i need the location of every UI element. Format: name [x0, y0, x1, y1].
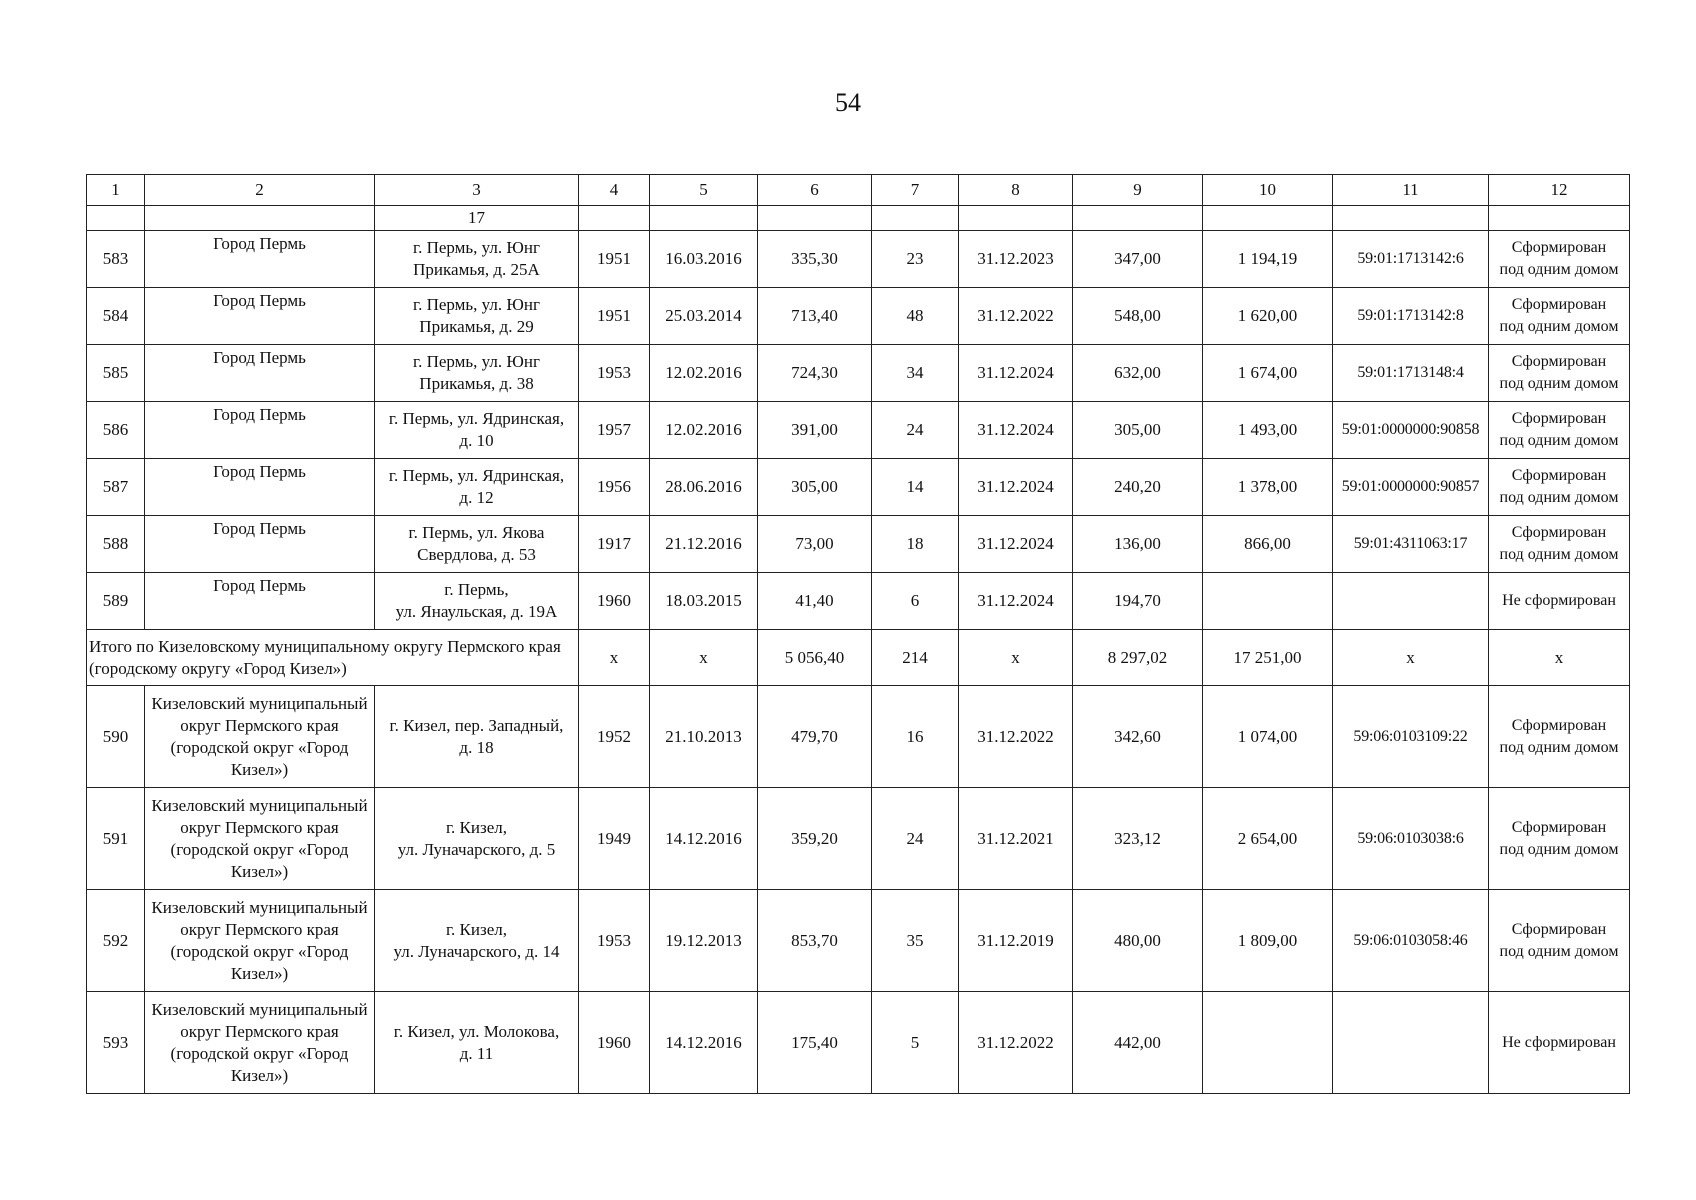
land-status-cell-line1: Не сформирован: [1502, 1033, 1616, 1051]
column-header: 10: [1203, 175, 1333, 206]
date-recognized-cell: 14.12.2016: [650, 788, 758, 890]
column-header: 4: [579, 175, 650, 206]
land-status-cell-line1: Сформирован: [1511, 920, 1607, 938]
cadastral-value-cell: [1203, 573, 1333, 630]
address-cell-line2: Свердлова, д. 53: [417, 545, 536, 564]
address-cell-line1: г. Пермь, ул. Юнг: [413, 238, 540, 257]
cadastral-value-cell: 1 620,00: [1203, 288, 1333, 345]
table-row: [87, 459, 1630, 516]
residents-cell: 23: [872, 231, 959, 288]
residents-cell: 18: [872, 516, 959, 573]
cadastral-number-cell: 59:01:1713148:4: [1333, 345, 1489, 402]
area-cell: 305,00: [758, 459, 872, 516]
deadline-cell: 31.12.2024: [959, 516, 1073, 573]
land-status-cell: [1489, 402, 1630, 459]
total-cadastral-value: 17 251,00: [1203, 630, 1333, 686]
residents-cell: 14: [872, 459, 959, 516]
cadastral-value-cell: 1 674,00: [1203, 345, 1333, 402]
area-cell: 335,30: [758, 231, 872, 288]
land-status-cell-line1: Сформирован: [1511, 353, 1607, 370]
area-cell: 724,30: [758, 345, 872, 402]
address-cell: [375, 516, 579, 573]
cadastral-value-cell: 1 809,00: [1203, 890, 1333, 992]
total-year: х: [579, 630, 650, 686]
land-status-cell-line2: под одним домом: [1499, 840, 1619, 858]
land-status-cell-line2: под одним домом: [1499, 432, 1619, 449]
row-number: 584: [87, 288, 145, 345]
year-cell: 1953: [579, 890, 650, 992]
year-cell: 1951: [579, 231, 650, 288]
deadline-cell: 31.12.2024: [959, 459, 1073, 516]
date-recognized-cell: 28.06.2016: [650, 459, 758, 516]
land-status-cell: [1489, 516, 1630, 573]
cadastral-number-cell: 59:06:0103058:46: [1333, 890, 1489, 992]
land-status-cell-line2: под одним домом: [1499, 546, 1619, 563]
land-status-cell: [1489, 686, 1630, 788]
cadastral-number-cell: 59:06:0103038:6: [1333, 788, 1489, 890]
land-area-cell: 548,00: [1073, 288, 1203, 345]
municipality-cell: Кизеловский муниципальный округ Пермского края (городской округ «Город Кизел»): [145, 686, 375, 788]
housing-register-table: [86, 174, 1630, 1094]
address-cell-line1: г. Пермь, ул. Ядринская,: [388, 409, 565, 428]
address-cell-line2: Прикамья, д. 38: [419, 374, 534, 393]
municipality-cell: Кизеловский муниципальный округ Пермского края (городской округ «Город Кизел»): [145, 992, 375, 1094]
land-status-cell-line2: под одним домом: [1499, 489, 1619, 506]
address-cell: [375, 788, 579, 890]
address-cell-line2: ул. Янаульская, д. 19А: [395, 602, 558, 621]
address-cell-line1: г. Кизел, пер. Западный,: [389, 715, 564, 735]
land-status-cell-line2: под одним домом: [1499, 738, 1619, 756]
total-status: х: [1489, 630, 1630, 686]
address-cell: [375, 402, 579, 459]
municipality-cell: Город Пермь: [145, 516, 375, 573]
area-cell: 853,70: [758, 890, 872, 992]
land-area-cell: 194,70: [1073, 573, 1203, 630]
column-header: 11: [1333, 175, 1489, 206]
area-cell: 713,40: [758, 288, 872, 345]
cadastral-number-cell: 59:01:0000000:90858: [1333, 402, 1489, 459]
cadastral-number-cell: [1333, 992, 1489, 1094]
address-cell: [375, 573, 579, 630]
municipality-cell: Город Пермь: [145, 345, 375, 402]
date-recognized-cell: 21.10.2013: [650, 686, 758, 788]
address-cell-line2: д. 10: [459, 431, 494, 450]
total-label: Итого по Кизеловскому муниципальному округу Пермского края (городскому округу «Город Кизел»): [87, 630, 579, 686]
column-header: 9: [1073, 175, 1203, 206]
area-cell: 73,00: [758, 516, 872, 573]
deadline-cell: 31.12.2022: [959, 288, 1073, 345]
deadline-cell: 31.12.2022: [959, 686, 1073, 788]
cadastral-value-cell: 1 074,00: [1203, 686, 1333, 788]
land-area-cell: 305,00: [1073, 402, 1203, 459]
cadastral-number-cell: [1333, 573, 1489, 630]
municipality-cell: Кизеловский муниципальный округ Пермского края (городской округ «Город Кизел»): [145, 890, 375, 992]
cadastral-number-cell: 59:01:1713142:8: [1333, 288, 1489, 345]
continuation-value: 17: [375, 206, 579, 231]
table-row: [87, 686, 1630, 788]
table-row: [87, 231, 1630, 288]
row-number: 588: [87, 516, 145, 573]
date-recognized-cell: 14.12.2016: [650, 992, 758, 1094]
address-cell-line1: г. Кизел,: [446, 919, 507, 939]
deadline-cell: 31.12.2024: [959, 345, 1073, 402]
land-area-cell: 323,12: [1073, 788, 1203, 890]
date-recognized-cell: 25.03.2014: [650, 288, 758, 345]
area-cell: 41,40: [758, 573, 872, 630]
land-area-cell: 347,00: [1073, 231, 1203, 288]
page-number: 54: [835, 88, 861, 117]
cadastral-number-cell: 59:06:0103109:22: [1333, 686, 1489, 788]
land-status-cell-line1: Не сформирован: [1502, 592, 1616, 609]
land-status-cell-line2: под одним домом: [1499, 261, 1619, 278]
table-row: [87, 345, 1630, 402]
cadastral-value-cell: 1 493,00: [1203, 402, 1333, 459]
residents-cell: 24: [872, 788, 959, 890]
column-header: 5: [650, 175, 758, 206]
row-number: 590: [87, 686, 145, 788]
land-area-cell: 480,00: [1073, 890, 1203, 992]
address-cell-line2: д. 12: [459, 488, 494, 507]
year-cell: 1951: [579, 288, 650, 345]
deadline-cell: 31.12.2022: [959, 992, 1073, 1094]
land-status-cell-line1: Сформирован: [1511, 410, 1607, 427]
date-recognized-cell: 19.12.2013: [650, 890, 758, 992]
land-status-cell: [1489, 459, 1630, 516]
address-cell-line2: ул. Луначарского, д. 5: [397, 839, 556, 859]
address-cell-line1: г. Пермь, ул. Ядринская,: [388, 466, 565, 485]
land-status-cell-line1: Сформирован: [1511, 818, 1607, 836]
date-recognized-cell: 18.03.2015: [650, 573, 758, 630]
table-row: [87, 573, 1630, 630]
residents-cell: 24: [872, 402, 959, 459]
column-header: 1: [87, 175, 145, 206]
address-cell-line1: г. Кизел,: [446, 817, 507, 837]
residents-cell: 5: [872, 992, 959, 1094]
date-recognized-cell: 21.12.2016: [650, 516, 758, 573]
address-cell: [375, 288, 579, 345]
land-area-cell: 632,00: [1073, 345, 1203, 402]
column-header: 3: [375, 175, 579, 206]
land-area-cell: 136,00: [1073, 516, 1203, 573]
total-row: [87, 630, 1630, 686]
address-cell: [375, 345, 579, 402]
cadastral-number-cell: 59:01:1713142:6: [1333, 231, 1489, 288]
area-cell: 479,70: [758, 686, 872, 788]
total-residents: 214: [872, 630, 959, 686]
municipality-cell: Город Пермь: [145, 402, 375, 459]
municipality-cell: Город Пермь: [145, 288, 375, 345]
cadastral-value-cell: [1203, 992, 1333, 1094]
continuation-row: [87, 206, 1630, 231]
land-status-cell: [1489, 231, 1630, 288]
land-status-cell-line2: под одним домом: [1499, 942, 1619, 960]
deadline-cell: 31.12.2024: [959, 573, 1073, 630]
land-status-cell: [1489, 788, 1630, 890]
year-cell: 1957: [579, 402, 650, 459]
cadastral-value-cell: 2 654,00: [1203, 788, 1333, 890]
land-area-cell: 240,20: [1073, 459, 1203, 516]
date-recognized-cell: 12.02.2016: [650, 402, 758, 459]
row-number: 583: [87, 231, 145, 288]
total-date: х: [650, 630, 758, 686]
municipality-cell: Город Пермь: [145, 573, 375, 630]
total-deadline: х: [959, 630, 1073, 686]
address-cell-line2: Прикамья, д. 29: [419, 317, 534, 336]
column-header: 7: [872, 175, 959, 206]
deadline-cell: 31.12.2023: [959, 231, 1073, 288]
date-recognized-cell: 12.02.2016: [650, 345, 758, 402]
cadastral-value-cell: 1 378,00: [1203, 459, 1333, 516]
year-cell: 1917: [579, 516, 650, 573]
row-number: 587: [87, 459, 145, 516]
land-status-cell-line1: Сформирован: [1511, 524, 1607, 541]
table-row: [87, 516, 1630, 573]
table-row: [87, 288, 1630, 345]
address-cell-line2: д. 11: [459, 1043, 494, 1063]
row-number: 593: [87, 992, 145, 1094]
address-cell-line1: г. Кизел, ул. Молокова,: [393, 1021, 560, 1041]
row-number: 591: [87, 788, 145, 890]
cadastral-number-cell: 59:01:4311063:17: [1333, 516, 1489, 573]
year-cell: 1949: [579, 788, 650, 890]
area-cell: 175,40: [758, 992, 872, 1094]
column-header: 12: [1489, 175, 1630, 206]
column-header: 6: [758, 175, 872, 206]
column-header: 2: [145, 175, 375, 206]
address-cell-line2: д. 18: [459, 737, 494, 757]
row-number: 586: [87, 402, 145, 459]
table-row: [87, 890, 1630, 992]
deadline-cell: 31.12.2021: [959, 788, 1073, 890]
land-status-cell-line2: под одним домом: [1499, 318, 1619, 335]
year-cell: 1956: [579, 459, 650, 516]
land-area-cell: 442,00: [1073, 992, 1203, 1094]
land-status-cell: [1489, 345, 1630, 402]
land-status-cell-line1: Сформирован: [1511, 296, 1607, 313]
residents-cell: 35: [872, 890, 959, 992]
total-area: 5 056,40: [758, 630, 872, 686]
cadastral-number-cell: 59:01:0000000:90857: [1333, 459, 1489, 516]
row-number: 592: [87, 890, 145, 992]
address-cell-line1: г. Пермь, ул. Юнг: [413, 352, 540, 371]
table-row: [87, 992, 1630, 1094]
year-cell: 1960: [579, 573, 650, 630]
column-number-row: [87, 175, 1630, 206]
total-land-area: 8 297,02: [1073, 630, 1203, 686]
address-cell: [375, 231, 579, 288]
municipality-cell: Город Пермь: [145, 459, 375, 516]
address-cell: [375, 686, 579, 788]
area-cell: 359,20: [758, 788, 872, 890]
date-recognized-cell: 16.03.2016: [650, 231, 758, 288]
municipality-cell: Город Пермь: [145, 231, 375, 288]
land-area-cell: 342,60: [1073, 686, 1203, 788]
address-cell: [375, 890, 579, 992]
row-number: 589: [87, 573, 145, 630]
residents-cell: 16: [872, 686, 959, 788]
land-status-cell-line2: под одним домом: [1499, 375, 1619, 392]
residents-cell: 48: [872, 288, 959, 345]
row-number: 585: [87, 345, 145, 402]
address-cell: [375, 992, 579, 1094]
year-cell: 1960: [579, 992, 650, 1094]
year-cell: 1952: [579, 686, 650, 788]
cadastral-value-cell: 866,00: [1203, 516, 1333, 573]
address-cell-line2: Прикамья, д. 25А: [413, 260, 540, 279]
residents-cell: 34: [872, 345, 959, 402]
land-status-cell: [1489, 890, 1630, 992]
land-status-cell-line1: Сформирован: [1511, 239, 1607, 256]
deadline-cell: 31.12.2024: [959, 402, 1073, 459]
area-cell: 391,00: [758, 402, 872, 459]
table-row: [87, 402, 1630, 459]
cadastral-value-cell: 1 194,19: [1203, 231, 1333, 288]
address-cell-line1: г. Пермь,: [444, 580, 509, 599]
residents-cell: 6: [872, 573, 959, 630]
total-cadastral-number: х: [1333, 630, 1489, 686]
deadline-cell: 31.12.2019: [959, 890, 1073, 992]
address-cell-line1: г. Пермь, ул. Юнг: [413, 295, 540, 314]
land-status-cell: [1489, 992, 1630, 1094]
address-cell-line2: ул. Луначарского, д. 14: [393, 941, 560, 961]
address-cell-line1: г. Пермь, ул. Якова: [408, 523, 545, 542]
column-header: 8: [959, 175, 1073, 206]
table-row: [87, 788, 1630, 890]
year-cell: 1953: [579, 345, 650, 402]
land-status-cell-line1: Сформирован: [1511, 716, 1607, 734]
land-status-cell: [1489, 288, 1630, 345]
land-status-cell: [1489, 573, 1630, 630]
municipality-cell: Кизеловский муниципальный округ Пермского края (городской округ «Город Кизел»): [145, 788, 375, 890]
address-cell: [375, 459, 579, 516]
land-status-cell-line1: Сформирован: [1511, 467, 1607, 484]
